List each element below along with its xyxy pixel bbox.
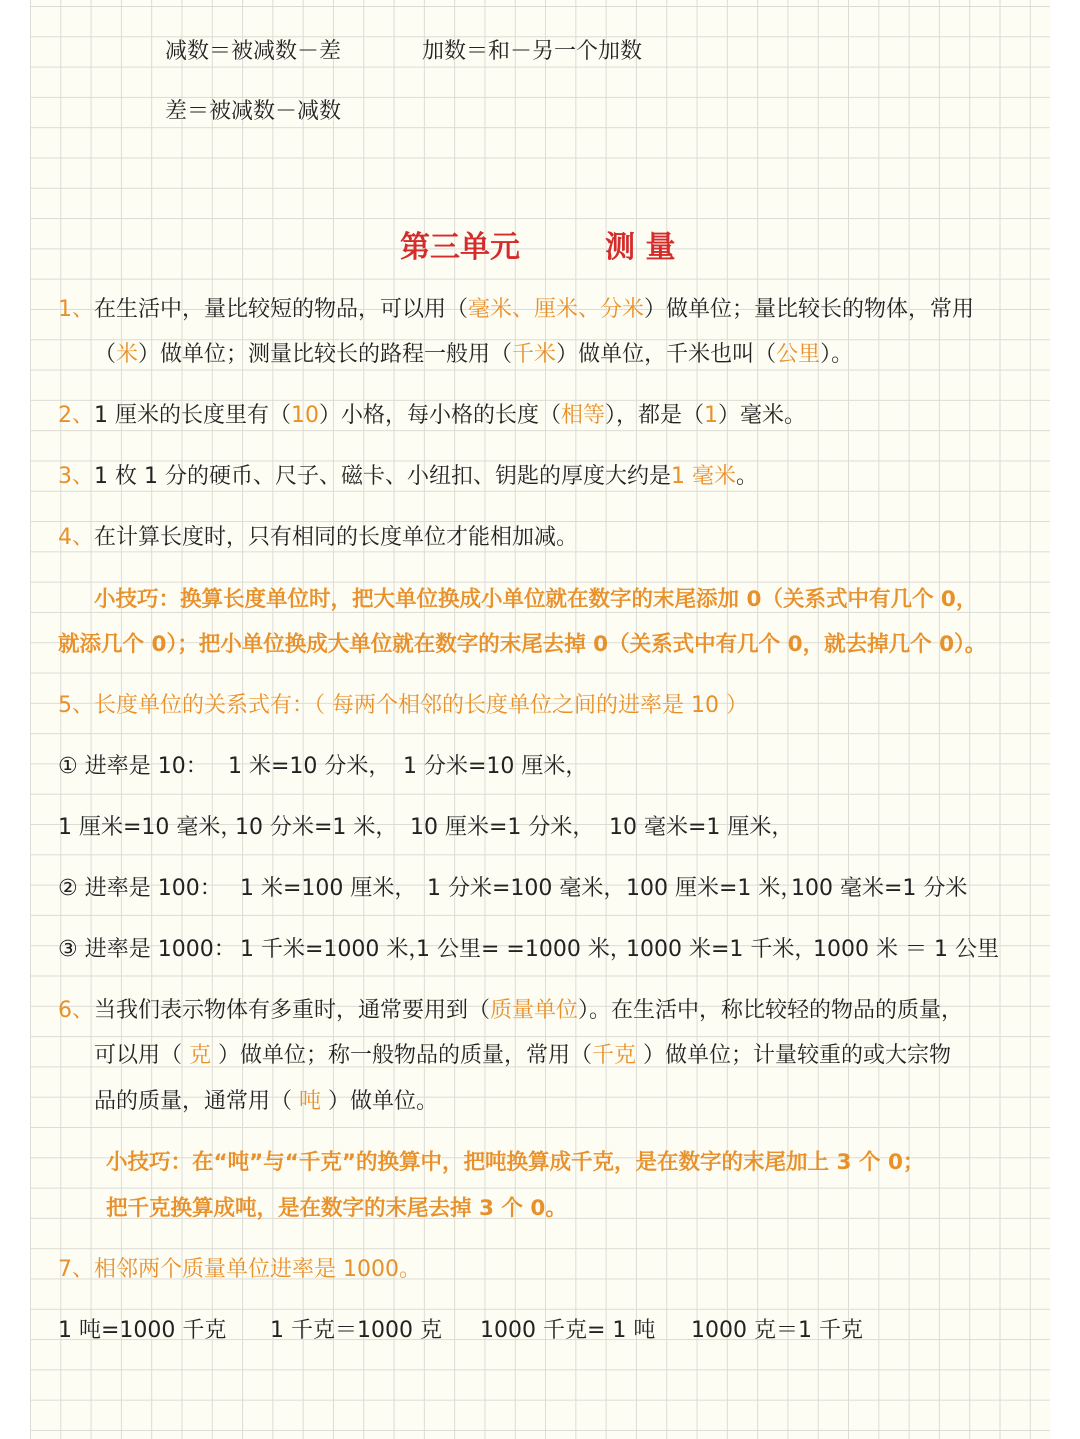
point-1-line-2 <box>94 340 853 370</box>
answer-text: 毫米、厘米、分米 <box>468 297 645 322</box>
rate-label: ② 进率是 100： <box>58 876 222 901</box>
formula-addend: 加数＝和－另一个加数 <box>422 39 643 64</box>
point-6-line-3 <box>94 1087 438 1117</box>
answer-text: 千克 <box>592 1043 637 1068</box>
point-number: 3、 <box>58 464 94 489</box>
point-number: 1、 <box>58 297 94 322</box>
tip-2-line-2: 把千克换算成吨，是在数字的末尾去掉 3 个 0。 <box>106 1196 567 1221</box>
answer-text: 1 <box>704 403 719 428</box>
rate-10-line-2 <box>58 813 1050 843</box>
answer-text: 千米 <box>512 342 557 367</box>
mass-conversions <box>58 1316 1050 1346</box>
point-text: ）。 <box>820 342 854 367</box>
point-number: 2、 <box>58 403 94 428</box>
point-number: 6、 <box>58 998 94 1023</box>
rate-item: 10 分米=1 米， <box>235 815 398 840</box>
point-3 <box>58 462 758 492</box>
notes-page <box>30 0 1050 1439</box>
tip-1-line-2: 就添几个 0）；把小单位换成大单位就在数字的末尾去掉 0（关系式中有几个 0，就去掉几个 0）。 <box>58 632 987 657</box>
rate-item: 10 毫米=1 厘米， <box>609 815 794 840</box>
point-text: ）做单位。 <box>321 1089 439 1114</box>
point-text: 在计算长度时，只有相同的长度单位才能相加减。 <box>94 525 579 550</box>
mass-item: 1 千克＝1000 克 <box>270 1318 442 1343</box>
point-text: ）小格，每小格的长度（ <box>319 403 562 428</box>
point-text: 品的质量，通常用（ <box>94 1089 299 1114</box>
unit-title: 第三单元 <box>400 230 520 265</box>
rate-item: 1 米=100 厘米， <box>240 876 417 901</box>
point-text: ）做单位；计量较重的或大宗物 <box>636 1043 952 1068</box>
answer-text: 10 <box>291 403 319 428</box>
rate-10-line-1 <box>58 752 1050 782</box>
answer-text: 相等 <box>561 403 606 428</box>
point-7: 7、相邻两个质量单位进率是 1000。 <box>58 1257 421 1282</box>
point-text: ）做单位，千米也叫（ <box>556 342 777 367</box>
rate-item: 1000 米=1 千米， <box>626 937 817 962</box>
point-number: 4、 <box>58 525 94 550</box>
rate-1000-line <box>58 935 1050 965</box>
point-text: ），都是（ <box>605 403 705 428</box>
point-text: ）做单位；测量比较长的路程一般用（ <box>138 342 513 367</box>
answer-text: 公里 <box>776 342 821 367</box>
point-text: 1 厘米的长度里有（ <box>94 403 291 428</box>
rate-item: 1 米=10 分米， <box>228 754 391 779</box>
rate-100-line <box>58 874 1050 904</box>
point-1-line-1 <box>58 295 974 325</box>
tip-1-line-1: 小技巧：换算长度单位时，把大单位换成小单位就在数字的末尾添加 0（关系式中有几个 0， <box>94 587 978 612</box>
rate-item: 1 分米=100 毫米， <box>427 876 626 901</box>
answer-text: 1 毫米 <box>670 464 736 489</box>
answer-text: 克 <box>189 1043 212 1068</box>
rate-item: 1 厘米=10 毫米， <box>58 815 243 840</box>
point-text: 。 <box>735 464 758 489</box>
rate-item: 100 厘米=1 米， <box>626 876 803 901</box>
mass-item: 1000 千克= 1 吨 <box>480 1318 656 1343</box>
point-text: ）做单位；量比较长的物体，常用 <box>644 297 975 322</box>
point-text: ）毫米。 <box>718 403 807 428</box>
point-text: （ <box>94 342 117 367</box>
rate-label: ③ 进率是 1000： <box>58 937 236 962</box>
point-text: 当我们表示物体有多重时，通常要用到（ <box>94 998 491 1023</box>
point-text: 在生活中，量比较短的物品，可以用（ <box>94 297 469 322</box>
rate-item: 10 厘米=1 分米， <box>410 815 595 840</box>
point-5: 5、长度单位的关系式有：（ 每两个相邻的长度单位之间的进率是 10 ） <box>58 693 748 718</box>
rate-item: 100 毫米=1 分米 <box>791 876 968 901</box>
formula-difference: 差＝被减数－减数 <box>165 99 342 124</box>
rate-item: 1 公里= =1000 米， <box>416 937 632 962</box>
point-text: 可以用（ <box>94 1043 189 1068</box>
formula-subtrahend: 减数＝被减数－差 <box>165 39 342 64</box>
mass-item: 1000 克＝1 千克 <box>691 1318 863 1343</box>
rate-item: 1 分米=10 厘米， <box>403 754 588 779</box>
point-6-line-2 <box>94 1041 951 1071</box>
rate-item: 1000 米 ＝ 1 公里 <box>813 937 999 962</box>
tip-2-line-1: 小技巧：在“吨”与“千克”的换算中，把吨换算成千克，是在数字的末尾加上 3 个 0； <box>106 1150 925 1175</box>
rate-item: 1 千米=1000 米， <box>240 937 431 962</box>
unit-subtitle: 测 量 <box>605 230 676 265</box>
point-6-line-1 <box>58 996 963 1026</box>
point-text: ）做单位；称一般物品的质量，常用（ <box>211 1043 593 1068</box>
point-4 <box>58 523 578 553</box>
point-text: 1 枚 1 分的硬币、尺子、磁卡、小纽扣、钥匙的厚度大约是 <box>94 464 671 489</box>
answer-text: 质量单位 <box>490 998 579 1023</box>
answer-text: 米 <box>116 342 139 367</box>
mass-item: 1 吨=1000 千克 <box>58 1318 227 1343</box>
rate-label: ① 进率是 10： <box>58 754 208 779</box>
unit-heading <box>400 222 676 266</box>
answer-text: 吨 <box>299 1089 322 1114</box>
point-2 <box>58 401 806 431</box>
point-text: ）。在生活中，称比较轻的物品的质量， <box>578 998 964 1023</box>
